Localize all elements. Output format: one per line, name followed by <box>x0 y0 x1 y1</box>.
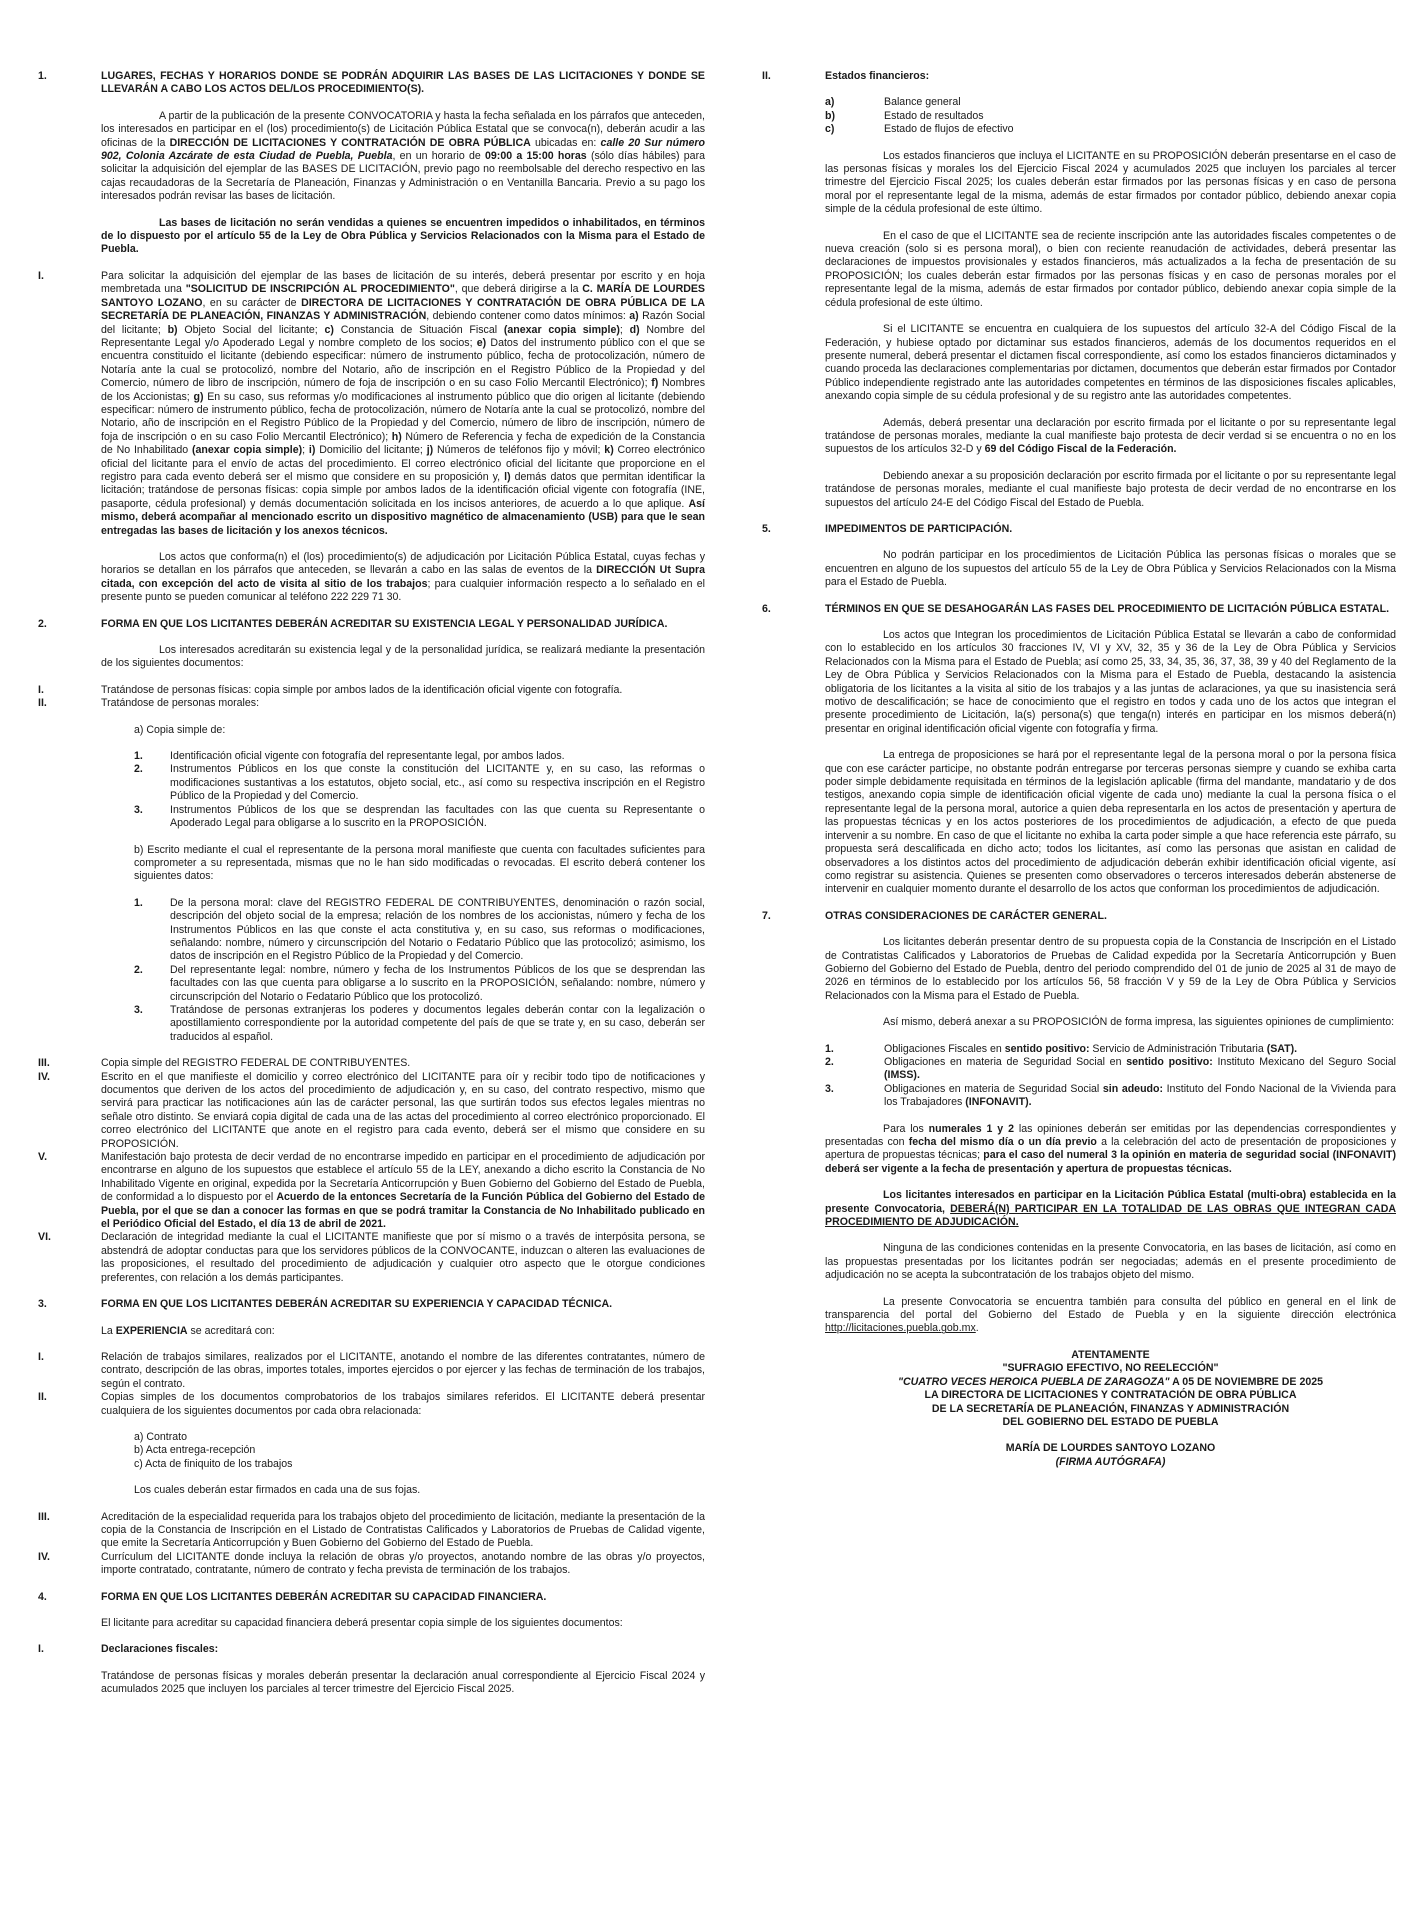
section-title: FORMA EN QUE LOS LICITANTES DEBERÁN ACREDITAR SU CAPACIDAD FINANCIERA. <box>101 1590 547 1603</box>
signature-line: ATENTAMENTE <box>1071 1348 1150 1361</box>
paragraph: La presente Convocatoria se encuentra también para consulta del público en general en el link de transparencia del portal del Gobierno del Estado de Puebla y en la siguiente dirección electrónica http://licitaciones.puebla.gob.mx. <box>825 1295 1396 1335</box>
list-item: III. Copia simple del REGISTRO FEDERAL DE CONTRIBUYENTES. <box>38 1057 411 1070</box>
signature-block <box>825 1349 1396 1469</box>
section-title: FORMA EN QUE LOS LICITANTES DEBERÁN ACREDITAR SU EXISTENCIA LEGAL Y PERSONALIDAD JURÍDICA. <box>101 617 668 630</box>
section-1-heading <box>38 70 705 97</box>
list-item: 2. Instrumentos Públicos en los que conste la constitución del LICITANTE y, en su caso, las reformas o modificaciones sustantivas a los estatutos, objeto social, etc., así como su respectiva inscripción en el Registro Público de la Propiedad y del Comercio. <box>134 763 705 803</box>
list-item: I. Declaraciones fiscales: <box>38 1643 219 1656</box>
signatory-name: MARÍA DE LOURDES SANTOYO LOZANO <box>1005 1442 1216 1455</box>
section-4-heading <box>38 1591 705 1604</box>
section-number: 5. <box>762 522 771 535</box>
list-item: II. Copias simples de los documentos comprobatorios de los trabajos similares referidos. El LICITANTE deberá presentar cualquiera de los siguientes documentos por cada obra relacionada: <box>38 1391 705 1417</box>
transparency-link[interactable]: http://licitaciones.puebla.gob.mx <box>825 1322 976 1335</box>
list-item: I. Relación de trabajos similares, realizados por el LICITANTE, anotando el nombre de las diferentes contratantes, número de contrato, descripción de las obras, importes totales, importes ejercidos o por ejercer y las fechas de terminación de los trabajos, según el contrato. <box>38 1350 705 1390</box>
list-item: a) Contrato <box>134 1430 187 1443</box>
paragraph: Los actos que Integran los procedimientos de Licitación Pública Estatal se llevarán a cabo de conformidad con lo establecido en los artículos 30 fracciones IV, VI y XV, 32, 35 y 36 de la Ley de Obra Pública y Servicios Relacionados con la Misma para el Estado de Puebla; así como 25, 33, 34, 35, 36, 37, 38, 39 y 40 del Reglamento de la Ley de Obra Pública y Servicios Relacionados con la Misma para el Estado de Puebla, destacando la asistencia obligatoria de los licitantes a la visita al sitio de los trabajos y a las juntas de aclaraciones, ya que su inasistencia será motivo de descalificación; se hace de conocimiento que el registro en todos y cada uno de los actos que integran el presente procedimiento de Licitación, la(s) persona(s) que tenga(n) interés en participar en los mismos deberá(n) presentar en original identificación oficial vigente con fotografía y firma. <box>825 629 1396 735</box>
list-item: b) Estado de resultados <box>825 109 984 122</box>
section-number: 3. <box>38 1298 47 1311</box>
paragraph: Para los numerales 1 y 2 las opiniones deberán ser emitidas por las dependencias correspondientes y presentadas con fecha del mismo día o un día previo a la celebración del acto de presentación de proposiciones y apertura de propuestas técnicas; para el caso del numeral 3 la opinión en materia de seguridad social (INFONAVIT) deberá ser vigente a la fecha de presentación y apertura de propuestas técnicas. <box>825 1122 1397 1175</box>
paragraph: En el caso de que el LICITANTE sea de reciente inscripción ante las autoridades fiscales competentes o de nueva creación (solo si es persona moral), o bien con reciente reanudación de actividades, deberá presentar las declaraciones de impuestos provisionales y estados financieros, más actualizados a la fecha de presentación de su PROPOSICIÓN; los cuales deberán estar firmados por las personas físicas y en caso de personas morales por el representante legal de la misma, además de estar firmados por contador público, debiendo anexar copia simple de la cédula profesional de este último. <box>825 229 1396 309</box>
list-item: II. Tratándose de personas morales: <box>38 697 260 710</box>
signature-line: LA DIRECTORA DE LICITACIONES Y CONTRATACIÓN DE OBRA PÚBLICA <box>924 1389 1297 1402</box>
list-item: 2. Del representante legal: nombre, número y fecha de los Instrumentos Públicos de los que se desprendan las facultades con las que cuenta para obligarse a lo suscrito en la PROPOSICIÓN, señalando: nombre, número y circunscripción del Notario o Fedatario Público que los protocolizó. <box>134 963 705 1003</box>
signature-line: "CUATRO VECES HEROICA PUEBLA DE ZARAGOZA" A 05 DE NOVIEMBRE DE 2025 <box>897 1375 1324 1388</box>
paragraph: Debiendo anexar a su proposición declaración por escrito firmada por el licitante o por su representante legal tratándose de personas morales, mediante el cual manifieste bajo protesta de decir verdad de no encontrarse en los supuestos del artículo 24-E del Código Fiscal del Estado de Puebla. <box>825 469 1396 509</box>
list-item: I. Tratándose de personas físicas: copia simple por ambos lados de la identificación oficial vigente con fotografía. <box>38 683 623 696</box>
list-item: b) Acta entrega-recepción <box>134 1444 256 1457</box>
list-item: 1. Obligaciones Fiscales en sentido positivo: Servicio de Administración Tributaria (SAT). <box>825 1042 1298 1055</box>
paragraph: Los licitantes deberán presentar dentro de su propuesta copia de la Constancia de Inscripción en el Listado de Contratistas Calificados y Laboratorios de Pruebas de Calidad expedida por la Secretaría Anticorrupción y Buen Gobierno del Gobierno del Estado de Puebla, dentro del periodo comprendido del 01 de junio de 2025 al 31 de mayo de 2026 en términos de lo establecido por los artículos 56, 58 fracción V y 59 de la Ley de Obra Pública y Servicios Relacionados con la Misma para el Estado de Puebla. <box>825 936 1396 1002</box>
list-item: c) Estado de flujos de efectivo <box>825 123 1014 136</box>
paragraph: Las bases de licitación no serán vendidas a quienes se encuentren impedidos o inhabilitados, en términos de lo dispuesto por el artículo 55 de la Ley de Obra Pública y Servicios Relacionados con la Misma para el Estado de Puebla. <box>101 216 705 256</box>
paragraph: Los actos que conforma(n) el (los) procedimiento(s) de adjudicación por Licitación Pública Estatal, cuyas fechas y horarios se detallan en los párrafos que anteceden, se llevarán a cabo en las salas de eventos de la DIRECCIÓN Ut Supra citada, con excepción del acto de visita al sitio de los trabajos; para cualquier información respecto a lo señalado en el presente punto se pueden comunicar al teléfono 222 229 71 30. <box>101 551 706 604</box>
list-item: 1. Identificación oficial vigente con fotografía del representante legal, por ambos lados. <box>134 750 565 763</box>
section-number: 6. <box>762 602 771 615</box>
list-item: 3. Tratándose de personas extranjeras los poderes y documentos legales deberán contar con la legalización o apostillamiento correspondiente por la autoridad competente del país de que se trate y, en su caso, deberán ser traducidos al español. <box>134 1003 705 1043</box>
list-item: II. Estados financieros: <box>762 70 930 82</box>
list-item: IV. Currículum del LICITANTE donde incluya la relación de obras y/o proyectos, anotando nombre de las obras y/o proyectos, importe contratado, contratante, número de contrato y fecha prevista de terminación de los trabajos. <box>38 1550 705 1577</box>
list-item: 3. Instrumentos Públicos de los que se desprendan las facultades con las que cuenta su Representante o Apoderado Legal para obligarse a lo suscrito en la PROPOSICIÓN. <box>134 803 705 830</box>
section-2-heading <box>38 618 705 631</box>
paragraph: Los interesados acreditarán su existencia legal y de la personalidad jurídica, se realizará mediante la presentación de los siguientes documentos: <box>101 644 705 670</box>
section-title: FORMA EN QUE LOS LICITANTES DEBERÁN ACREDITAR SU EXPERIENCIA Y CAPACIDAD TÉCNICA. <box>101 1298 613 1311</box>
item-number: I. <box>38 269 44 282</box>
section-title: OTRAS CONSIDERACIONES DE CARÁCTER GENERAL. <box>825 909 1107 922</box>
section-title: IMPEDIMENTOS DE PARTICIPACIÓN. <box>825 522 1013 535</box>
paragraph: Los cuales deberán estar firmados en cada una de sus fojas. <box>134 1484 421 1497</box>
sub-heading: a) Copia simple de: <box>134 723 226 736</box>
list-item: III. Acreditación de la especialidad requerida para los trabajos objeto del procedimiento de licitación, mediante la presentación de la copia de la Constancia de Inscripción en el Listado de Contratistas Calificados y Laboratorios de Pruebas de Calidad vigente, que emite la Secretaría Anticorrupción y Buen Gobierno del Gobierno del Estado de Puebla. <box>38 1510 705 1550</box>
section-number: 1. <box>38 70 47 82</box>
paragraph: Así mismo, deberá anexar a su PROPOSICIÓN de forma impresa, las siguientes opiniones de cumplimiento: <box>883 1016 1395 1029</box>
paragraph: La EXPERIENCIA se acreditará con: <box>101 1324 275 1337</box>
section-title: LUGARES, FECHAS Y HORARIOS DONDE SE PODRÁN ADQUIRIR LAS BASES DE LAS LICITACIONES Y DONDE SE LLEVARÁN A CABO LOS ACTOS DEL/LOS PROCEDIMIENTO(S). <box>101 70 705 96</box>
list-item: c) Acta de finiquito de los trabajos <box>134 1457 293 1470</box>
section-number: 2. <box>38 617 47 630</box>
paragraph: A partir de la publicación de la presente CONVOCATORIA y hasta la fecha señalada en los párrafos que anteceden, los interesados en participar en el (los) procedimiento(s) de Licitación Pública Estatal que se convoca(n), deberán acudir a las oficinas de la DIRECCIÓN DE LICITACIONES Y CONTRATACIÓN DE OBRA PÚBLICA ubicadas en: calle 20 Sur número 902, Colonia Azcárate de esta Ciudad de Puebla, Puebla, en un horario de 09:00 a 15:00 horas (sólo días hábiles) para solicitar la adquisición del ejemplar de las BASES DE LICITACIÓN, previo pago no reembolsable del derecho respectivo en las cajas recaudadoras de la Secretaría de Planeación, Finanzas y Administración o en Ventanilla Bancaria. Previo a su pago los interesados podrán revisar las bases de licitación. <box>101 109 706 203</box>
section-5-heading <box>762 523 1396 536</box>
paragraph: Los licitantes interesados en participar en la Licitación Pública Estatal (multi-obra) establecida en la presente Convocatoria, DEBERÁ(N) PARTICIPAR EN LA TOTALIDAD DE LAS OBRAS QUE INTEGRAN CADA PROCEDIMIENTO DE ADJUDICACIÓN. <box>825 1189 1397 1229</box>
list-item: IV. Escrito en el que manifieste el domicilio y correo electrónico del LICITANTE para oír y recibir todo tipo de notificaciones y documentos que deriven de los actos del procedimiento de adjudicación y, en su caso, del contrato respectivo, mismo que servirá para practicar las notificaciones aún las de carácter personal, las que surtirán todos sus efectos legales mientras no señale otro distinto. Se enviará copia digital de cada una de las actas del procedimiento al correo electrónico proporcionado. El correo electrónico del LICITANTE que anote en el registro para cada evento, deberá ser el mismo que considere en su PROPOSICIÓN. <box>38 1070 705 1150</box>
list-item: V. Manifestación bajo protesta de decir verdad de no encontrarse impedido en participar en el procedimiento de adjudicación por encontrarse en alguno de los supuestos que establece el artículo 55 de la LEY, anexando a dicho escrito la Constancia de No Inhabilitado Vigente en original, expedida por la Secretaría Anticorrupción y Buen Gobierno del Gobierno del Estado de Puebla, de conformidad a lo dispuesto por el Acuerdo de la entonces Secretaría de la Función Pública del Gobierno del Estado de Puebla, por el que se dan a conocer las formas en que se podrá tramitar la Constancia de No Inhabilitado publicado en el Periódico Oficial del Estado, el día 13 de abril de 2021. <box>38 1151 705 1231</box>
signature-line: "SUFRAGIO EFECTIVO, NO REELECCIÓN" <box>1002 1362 1219 1375</box>
section-title: TÉRMINOS EN QUE SE DESAHOGARÁN LAS FASES DEL PROCEDIMIENTO DE LICITACIÓN PÚBLICA ESTATAL. <box>825 602 1390 615</box>
section-number: 7. <box>762 909 771 922</box>
paragraph: Si el LICITANTE se encuentra en cualquiera de los supuestos del artículo 32-A del Código Fiscal de la Federación, y hubiese optado por dictaminar sus estados financieros, además de los documentos requeridos en el presente numeral, deberá presentar el dictamen fiscal correspondiente, así como los estados financieros dictaminados y cuando proceda las declaraciones complementarias por dictamen, documentos que deberán estar firmados por Contador Público independiente registrado ante las autoridades competentes en términos de las disposiciones fiscales aplicables, anexando copia simple de su cédula profesional y de su registro ante las autoridades competentes. <box>825 323 1396 403</box>
list-item: VI. Declaración de integridad mediante la cual el LICITANTE manifieste que por sí mismo o a través de interpósita persona, se abstendrá de adoptar conductas para que los servidores públicos de la CONVOCANTE, induzcan o alteren las evaluaciones de las proposiciones, el resultado del procedimiento de adjudicación y cualquier otro aspecto que le otorgue condiciones preferentes, con relación a los demás participantes. <box>38 1231 705 1284</box>
section-7-heading <box>762 910 1396 923</box>
left-column <box>38 70 705 1710</box>
signature-line: (FIRMA AUTÓGRAFA) <box>1055 1455 1166 1468</box>
paragraph: El licitante para acreditar su capacidad financiera deberá presentar copia simple de los siguientes documentos: <box>101 1617 623 1629</box>
paragraph: Tratándose de personas físicas y morales deberán presentar la declaración anual correspondiente al Ejercicio Fiscal 2024 y acumulados 2025 que incluyen los parciales al tercer trimestre del Ejercicio Fiscal 2025. <box>101 1669 705 1696</box>
paragraph: La entrega de proposiciones se hará por el representante legal de la persona moral o por la persona física que con ese carácter participe, no obstante podrán entregarse por terceras personas siempre y cuando se exhiba carta poder simple debidamente requisitada en términos de la legislación aplicable (firma del mandante, mandatario y de dos testigos, anexando copia simple de identificación oficial vigente de cada uno) mediante la cual la persona física o el representante legal de la persona moral, autorice a quien deba representarla en los actos de presentación y apertura de las propuestas técnicas y en los actos posteriores de los procedimientos de adjudicación, a efecto de que pueda intervenir a su nombre. En caso de que el licitante no exhiba la carta poder simple a que hace referencia este párrafo, su propuesta será descalificada en dicho acto; todos los licitantes, así como las personas que asistan en calidad de observadores a los distintos actos del procedimiento de adjudicación deberán exhibir identificación oficial vigente, así como registrar su asistencia. Quienes se presenten como observadores o terceros interesados deberán abstenerse de intervenir en cualquier momento durante el desarrollo de los actos que conforman los procedimientos de adjudicación. <box>825 749 1396 896</box>
section-number: 4. <box>38 1590 47 1603</box>
sub-heading: b) Escrito mediante el cual el representante de la persona moral manifieste que cuenta con facultades suficientes para comprometer a su representada, mismas que no le han sido modificadas o revocadas. El escrito deberá contener los siguientes datos: <box>134 843 705 883</box>
list-item: I. Para solicitar la adquisición del ejemplar de las bases de licitación de su interés, deberá presentar por escrito y en hoja membretada una "SOLICITUD DE INSCRIPCIÓN AL PROCEDIMIENTO", que deberá dirigirse a la C. MARÍA DE LOURDES SANTOYO LOZANO, en su carácter de DIRECTORA DE LICITACIONES Y CONTRATACIÓN DE OBRA PÚBLICA DE LA SECRETARÍA DE PLANEACIÓN, FINANZAS Y ADMINISTRACIÓN, debiendo contener como datos mínimos: a) Razón Social del licitante; b) Objeto Social del licitante; c) Constancia de Situación Fiscal (anexar copia simple); d) Nombre del Representante Legal y/o Apoderado Legal y nombre completo de los socios; e) Datos del instrumento público con el que se encuentra constituido el licitante (debiendo especificar: número de instrumento público, fecha de protocolización, número de Notaría ante la cual se protocolizó, nombre del Notario, año de inscripción en el Registro Público de la Propiedad y del Comercio, número de libro de inscripción, número de foja de inscripción o en su caso Folio Mercantil Electrónico); f) Nombres de los Accionistas; g) En su caso, sus reformas y/o modificaciones al instrumento público que dio origen al licitante (debiendo especificar: número de instrumento público, fecha de protocolización, número de Notaría ante la cual se protocolizó, nombre del Notario, año de inscripción en el Registro Público de la Propiedad y del Comercio, número de libro de inscripción, número de foja de inscripción o en su caso Folio Mercantil Electrónico); h) Número de Referencia y fecha de expedición de la Constancia de No Inhabilitado (anexar copia simple); i) Domicilio del licitante; j) Números de teléfonos fijo y móvil; k) Correo electrónico oficial del licitante para el envío de actas del procedimiento. El correo electrónico oficial del licitante que proporcione en el registro para cada evento deberá ser el mismo que considere en su proposición y, l) demás datos que permitan identificar la licitación; tratándose de personas físicas: copia simple por ambos lados de la identificación oficial vigente con fotografía (INE, pasaporte, cédula profesional) y demás documentación solicitada en los incisos anteriores, de acuerdo a lo que aplique. Así mismo, deberá acompañar al mencionado escrito un dispositivo magnético de almacenamiento (USB) para que le sean entregadas las bases de licitación y los anexos técnicos. <box>38 269 706 537</box>
section-6-heading <box>762 603 1396 616</box>
signature-line: DEL GOBIERNO DEL ESTADO DE PUEBLA <box>1002 1415 1219 1428</box>
list-item: 2. Obligaciones en materia de Seguridad Social en sentido positivo: Instituto Mexicano del Seguro Social (IMSS). <box>825 1055 1396 1082</box>
right-column <box>762 70 1396 1469</box>
list-item: a) Balance general <box>825 96 961 109</box>
list-item: 1. De la persona moral: clave del REGISTRO FEDERAL DE CONTRIBUYENTES, denominación o razón social, descripción del objeto social de la empresa; relación de los nombres de los accionistas, número y fecha de los Instrumentos Públicos en las que conste el acta constitutiva y, en su caso, sus reformas o modificaciones, señalando: nombre, número y circunscripción del Notario o Fedatario Público que las protocolizó; asimismo, los datos de inscripción en el Registro Público de la Propiedad y del Comercio. <box>134 896 705 963</box>
paragraph: No podrán participar en los procedimientos de Licitación Pública las personas físicas o morales que se encuentren en alguno de los supuestos del artículo 55 de la Ley de Obra Pública y Servicios Relacionados con la Misma para el Estado de Puebla. <box>825 549 1396 589</box>
list-item: 3. Obligaciones en materia de Seguridad Social sin adeudo: Instituto del Fondo Nacional de la Vivienda para los Trabajadores (INFONAVIT). <box>825 1082 1396 1109</box>
signature-line: DE LA SECRETARÍA DE PLANEACIÓN, FINANZAS Y ADMINISTRACIÓN <box>931 1402 1290 1415</box>
section-3-heading <box>38 1298 705 1311</box>
paragraph: Ninguna de las condiciones contenidas en la presente Convocatoria, en las bases de licitación, así como en las propuestas presentadas por los licitantes podrán ser negociadas; además en el presente procedimiento de adjudicación no se acepta la subcontratación de los trabajos objeto del mismo. <box>825 1242 1396 1282</box>
paragraph: Los estados financieros que incluya el LICITANTE en su PROPOSICIÓN deberán presentarse en el caso de las personas físicas y morales los del Ejercicio Fiscal 2024 y acumulados 2025 que incluyen los parciales al tercer trimestre del Ejercicio Fiscal 2025; los cuales deberán estar firmados por las personas físicas y en caso de persona moral por el representante legal de la misma, además de estar firmados por contador público, debiendo anexar copia simple de la cédula profesional de este último. <box>825 149 1396 216</box>
paragraph: Además, deberá presentar una declaración por escrito firmada por el licitante o por su representante legal tratándose de personas morales, mediante la cual manifieste bajo protesta de decir verdad si se encuentra o no en los supuestos de los artículos 32-D y 69 del Código Fiscal de la Federación. <box>825 416 1396 456</box>
